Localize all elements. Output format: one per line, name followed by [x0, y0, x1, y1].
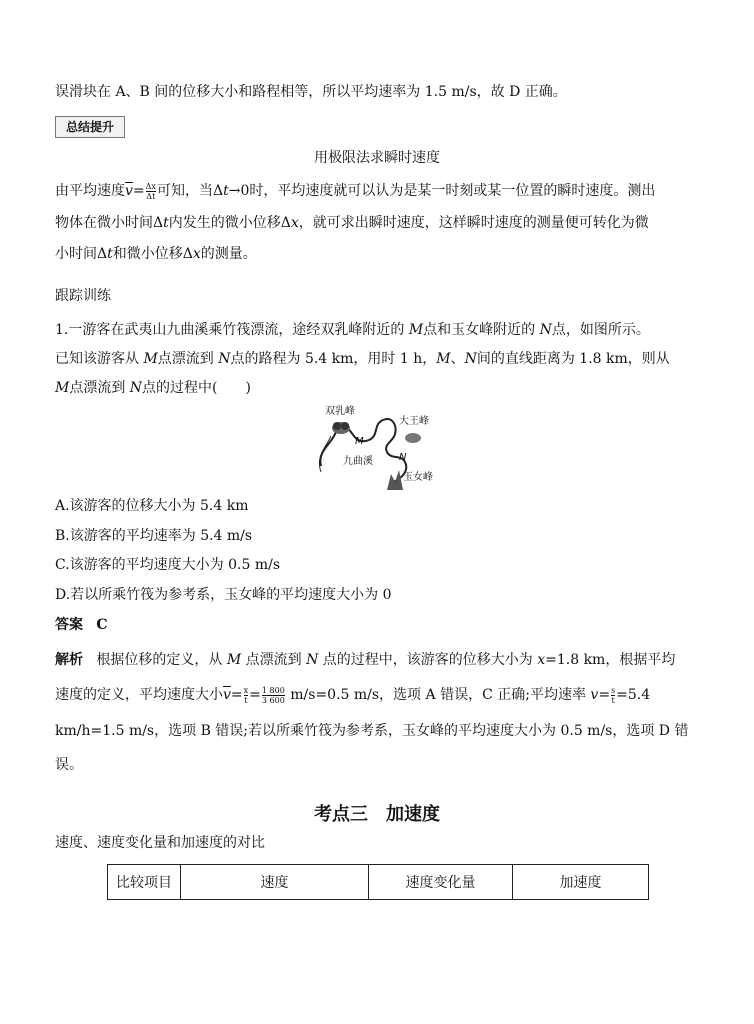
analysis-line-1: 解析 根据位移的定义，从 M 点漂流到 N 点的过程中，该游客的位移大小为 x=1.8 km，根据平均: [55, 652, 676, 668]
analysis-line-2: 速度的定义，平均速度大小$\overline{v}=$ $\frac{x}{t}$ = $\frac{1 800}{3 600}$ m/s=0.5 m/s，选项 A 错误，C 正确;平均速率 v= $\frac{s}{t}$ =5.4: [55, 685, 651, 705]
summary-line-3: 小时间Δt和微小位移Δx的测量。: [55, 246, 257, 262]
table-header-cell: 速度变化量: [369, 865, 513, 900]
summary-tag: 总结提升: [55, 116, 125, 138]
question-line-2: 已知该游客从 M点漂流到 N点的路程为 5.4 km，用时 1 h，M、N间的直线距离为 1.8 km，则从: [55, 351, 670, 367]
comparison-table: [107, 864, 649, 900]
question-line-3: M点漂流到 N点的过程中( ): [55, 380, 251, 396]
svg-text:N: N: [399, 452, 407, 463]
summary-line-1: 由平均速度$\overline{v}=$ $\frac{\Delta x}{\Delta t}$ 可知，当Δt→0时，平均速度就可以认为是某一时刻或某一位置的瞬时速度。测出: [55, 181, 656, 201]
svg-text:双乳峰: 双乳峰: [325, 406, 355, 417]
option-a: A.该游客的位移大小为 5.4 km: [55, 498, 249, 514]
fraction-x-t: $\frac{x}{t}$: [243, 685, 249, 705]
option-d: D.若以所乘竹筏为参考系，玉女峰的平均速度大小为 0: [55, 587, 392, 603]
svg-text:大王峰: 大王峰: [399, 416, 429, 427]
answer-line: 答案 C: [55, 617, 108, 633]
question-line-1: 1.一游客在武夷山九曲溪乘竹筏漂流，途经双乳峰附近的 M点和玉女峰附近的 N点，如图所示。: [55, 322, 650, 338]
practice-heading: 跟踪训练: [55, 288, 111, 304]
table-header-row: [108, 865, 649, 900]
summary-title: 用极限法求瞬时速度: [314, 150, 440, 166]
option-c: C.该游客的平均速度大小为 0.5 m/s: [55, 557, 281, 573]
table-header-cell: 速度: [181, 865, 369, 900]
fraction-s-t: $\frac{s}{t}$: [611, 685, 616, 705]
option-b: B.该游客的平均速率为 5.4 m/s: [55, 528, 253, 544]
intro-line: 误滑块在 A、B 间的位移大小和路程相等，所以平均速率为 1.5 m/s，故 D 正确。: [55, 84, 567, 100]
svg-text:玉女峰: 玉女峰: [403, 472, 433, 483]
table-caption: 速度、速度变化量和加速度的对比: [55, 835, 265, 851]
analysis-line-3: km/h=1.5 m/s，选项 B 错误;若以所乘竹筏为参考系，玉女峰的平均速度大小为 0.5 m/s，选项 D 错: [55, 723, 689, 739]
section-title: 考点三 加速度: [314, 804, 440, 825]
yunu-peak-icon: [387, 470, 403, 490]
fraction-dx-dt: $\frac{\Delta x}{\Delta t}$: [145, 181, 156, 201]
fraction-1800-3600: $\frac{1 800}{3 600}$: [261, 685, 285, 705]
svg-text:M: M: [355, 436, 364, 447]
analysis-line-4: 误。: [55, 757, 83, 773]
dawang-peak-icon: [405, 433, 421, 443]
table-header-cell: 加速度: [513, 865, 649, 900]
river-map-figure: [313, 404, 443, 490]
table-header-cell: 比较项目: [108, 865, 181, 900]
summary-line-2: 物体在微小时间Δt内发生的微小位移Δx，就可求出瞬时速度，这样瞬时速度的测量便可转化为微: [55, 215, 649, 231]
svg-text:九曲溪: 九曲溪: [343, 456, 373, 467]
